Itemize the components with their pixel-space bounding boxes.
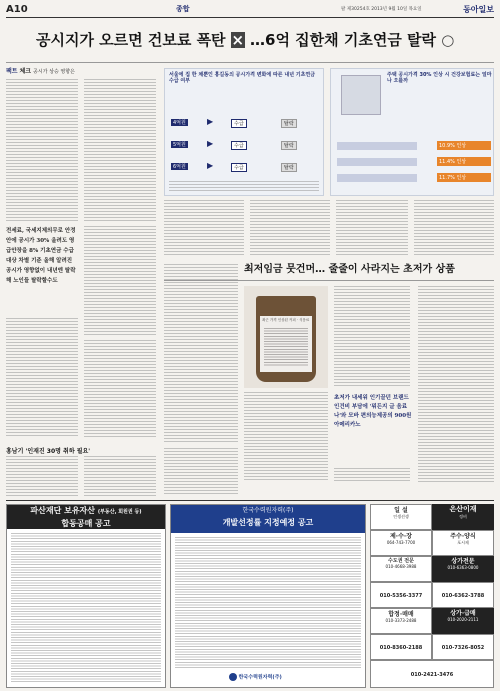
classified-name: 일 설 <box>394 507 408 514</box>
pullquote: 전세료, 국세지제의무로 안정안에 공시가 30% 올려도 영급안장을 8% 기초연금 수급대상 차별 기준 올해 알려진 공시가 영향없이 내년엔 탈락해 노인들 탈락할수도 <box>6 228 76 284</box>
classified-10 <box>432 608 494 634</box>
bar-row-3 <box>337 171 493 183</box>
classified-11 <box>370 634 432 660</box>
ad-auction <box>6 504 166 688</box>
classified-name: 010-7326-8052 <box>441 645 485 651</box>
body-text <box>84 79 156 221</box>
section-label: 종합 <box>176 5 190 13</box>
ad-body <box>11 533 161 683</box>
info-graphic <box>164 68 494 196</box>
body-text <box>6 79 78 221</box>
bar-base <box>337 142 417 150</box>
classified-name: 010-6362-3788 <box>441 593 485 599</box>
article-subtitle: 공시가 상승 영향은 <box>33 69 75 75</box>
bar-row-2 <box>337 155 493 167</box>
graphic-left <box>164 68 324 196</box>
house-icon <box>341 75 381 115</box>
headline-rule <box>6 62 494 63</box>
left-article <box>6 66 156 446</box>
classified-phone: 010-3373-2488 <box>385 618 417 623</box>
arrow-icon: ▶ <box>207 117 214 126</box>
body-text <box>84 226 156 336</box>
graphic-row-2 <box>171 139 321 151</box>
graphic-left-title: 서울에 집 한 채뿐인 홍길동의 공시가격 변화에 따른 내년 기초연금 수급 여부 <box>169 72 316 84</box>
ad-auction-header <box>7 505 165 529</box>
headline-part1: 공시지가 오르면 건보료 폭탄 <box>36 31 226 49</box>
headline-part2: …6억 집한채 기초연금 탈락 <box>250 31 437 49</box>
classified-name: 010-5356-3377 <box>379 593 423 599</box>
classified-name: 수도권 전문 <box>388 558 414 564</box>
graphic-footnote <box>169 181 319 193</box>
classified-2 <box>432 504 494 530</box>
body-text <box>414 200 494 256</box>
left-bottom-subhead: 홍남기 '인재진 30명 취하 필요' <box>6 448 91 455</box>
second-headline: 최저임금 뭇건머… 줄줄이 사라지는 초저가 상품 <box>244 264 455 275</box>
body-text <box>164 200 244 256</box>
main-headline <box>36 32 454 48</box>
ad-khnp-logo <box>229 673 319 685</box>
classified-name: 합정·매매 <box>388 611 414 618</box>
ad-khnp-header <box>171 505 365 533</box>
ad-body <box>175 537 361 669</box>
badge-drop: 탈락 <box>281 141 297 150</box>
row-label: 5억원 <box>173 142 186 148</box>
classified-phone: 정비 <box>459 514 467 519</box>
bar-row-1 <box>337 139 493 151</box>
classified-8 <box>432 582 494 608</box>
classified-name: 상가·급매 <box>450 610 476 617</box>
body-text <box>6 456 78 496</box>
graphic-right-title: 주택 공시가격 30% 인상 시 건강보험료는 얼마나 오를까 <box>387 72 492 84</box>
ad-auction-title2: 합동공매 공고 <box>61 519 111 528</box>
body-text <box>164 448 238 496</box>
classified-name: 010-2421-3476 <box>410 672 454 678</box>
classified-grid <box>370 504 494 688</box>
header-rule <box>6 17 494 18</box>
body-text <box>164 264 238 444</box>
khnp-logo-icon <box>229 673 237 681</box>
ad-auction-title <box>7 505 165 518</box>
badge-drop: 탈락 <box>281 119 297 128</box>
classified-phone: 포시제 <box>457 540 469 545</box>
date-line: 팔 제30254호 2013년 9월 10일 목요일 <box>341 7 422 12</box>
classified-phone: 인생선생 <box>393 514 409 519</box>
body-text <box>250 200 330 256</box>
cup-sleeve <box>260 316 312 372</box>
classified-name: 상가전문 <box>451 558 475 565</box>
circle-mark-icon: ○ <box>441 31 455 49</box>
classified-13 <box>370 660 494 688</box>
page-header <box>6 4 494 18</box>
classified-name: 온산이재 <box>449 505 477 513</box>
bar-base <box>337 158 417 166</box>
fact-tag: 팩트 <box>6 68 18 75</box>
body-text <box>334 286 410 388</box>
classified-3 <box>370 530 432 556</box>
classified-name: 주수·양식 <box>450 533 476 540</box>
ad-khnp-title1: 한국수력원자력(주) <box>242 507 294 514</box>
classified-5 <box>370 556 432 582</box>
badge-receive: 수급 <box>231 163 247 172</box>
ads-divider <box>6 500 494 501</box>
classified-phone: 064-743-7700 <box>386 540 416 545</box>
classified-6 <box>432 556 494 582</box>
bar-increase: 11.7% 인상 <box>437 173 491 182</box>
arrow-icon: ▶ <box>207 161 214 170</box>
classified-name: 제·수·장 <box>390 533 412 540</box>
classified-9 <box>370 608 432 634</box>
badge-receive: 수급 <box>231 119 247 128</box>
ad-khnp-title2: 개발선정률 지정예정 공고 <box>222 518 314 527</box>
classified-12 <box>432 634 494 660</box>
cup-shape <box>256 296 316 382</box>
classified-phone: 010-4668-3988 <box>385 564 417 569</box>
classified-phone: 010-2020-2111 <box>447 617 479 622</box>
classified-4 <box>432 530 494 556</box>
paper-name: 동아일보 <box>463 5 494 14</box>
kicker-box <box>6 66 156 76</box>
classified-1 <box>370 504 432 530</box>
body-text <box>6 318 78 438</box>
second-pullquote: 초저가 내세워 인기끌던 브랜드 인건비 부담에 '뭐든지 글 음료나'와 모바 편의능제공의 900원 아메리카노 <box>334 395 412 428</box>
x-mark-icon: × <box>231 31 245 49</box>
body-text <box>84 340 156 438</box>
ad-khnp <box>170 504 366 688</box>
price-list <box>264 328 308 366</box>
row-label: 4억원 <box>173 120 186 126</box>
body-text <box>84 456 156 496</box>
coffee-cup-photo <box>244 286 328 388</box>
arrow-icon: ▶ <box>207 139 214 148</box>
cup-label: 최근 가격 인상된 커피 · 식음료 <box>262 318 310 322</box>
bar-base <box>337 174 417 182</box>
bar-increase: 10.9% 인상 <box>437 141 491 150</box>
badge-receive: 수급 <box>231 141 247 150</box>
graphic-row-1 <box>171 117 321 129</box>
classified-phone: 010-6363-0800 <box>447 565 479 570</box>
body-text <box>336 200 408 256</box>
badge-drop: 탈락 <box>281 163 297 172</box>
page-number: A10 <box>6 4 28 15</box>
ad-auction-title-sub: (부동산, 회원권 등) <box>97 509 142 515</box>
body-text <box>244 392 328 482</box>
ad-auction-title-main: 파산재단 보유자산 <box>30 506 96 515</box>
classified-name: 010-8360-2188 <box>379 645 423 651</box>
graphic-row-3 <box>171 161 321 173</box>
classified-7 <box>370 582 432 608</box>
check-tag: 체크 <box>19 68 32 75</box>
bar-increase: 11.4% 인상 <box>437 157 491 166</box>
graphic-right <box>330 68 494 196</box>
ad-khnp-logo-text: 한국수력원자력(주) <box>238 674 282 681</box>
body-text <box>418 286 494 482</box>
row-label: 6억원 <box>173 164 186 170</box>
body-text <box>334 468 410 482</box>
